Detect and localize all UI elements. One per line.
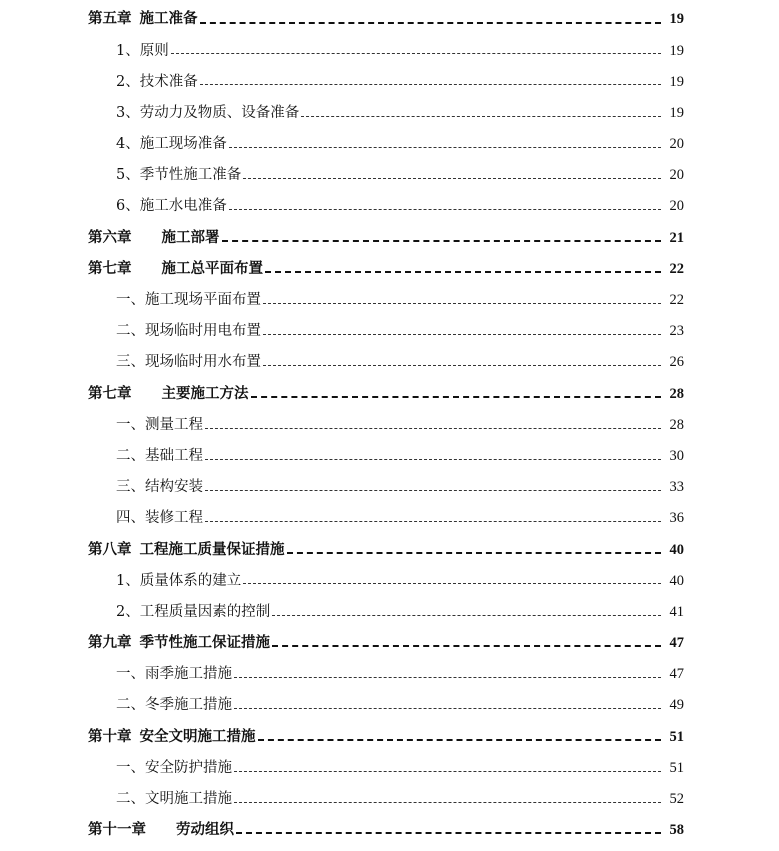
toc-section-entry[interactable] [0, 129, 779, 160]
toc-page-number: 51 [669, 728, 684, 745]
toc-entry-title: 季节性施工保证措施 [139, 635, 270, 652]
toc-dot-leader [265, 271, 661, 273]
toc-page-number: 51 [669, 759, 684, 776]
toc-entry-number: 二、 [116, 447, 145, 464]
toc-entry-number: 4、 [116, 136, 140, 153]
toc-section-entry[interactable] [0, 597, 779, 628]
toc-page-number: 40 [669, 572, 684, 589]
toc-dot-leader [234, 802, 661, 803]
toc-entry-title: 工程质量因素的控制 [139, 603, 271, 620]
toc-section-entry[interactable] [0, 690, 779, 721]
toc-entry-title: 基础工程 [145, 447, 203, 464]
toc-entry-number: 一、 [116, 292, 145, 309]
toc-page-number: 21 [669, 229, 684, 246]
toc-entry-title: 技术准备 [139, 73, 198, 90]
toc-entry-number: 第九章 [88, 635, 132, 652]
toc-dot-leader [236, 832, 661, 834]
toc-dot-leader [243, 583, 661, 584]
toc-chapter-entry[interactable] [0, 378, 779, 409]
toc-dot-leader [301, 116, 661, 117]
toc-entry-title: 工程施工质量保证措施 [139, 541, 285, 558]
toc-entry-number: 1、 [116, 572, 140, 589]
toc-entry-title: 雨季施工措施 [145, 666, 232, 683]
toc-section-entry[interactable] [0, 347, 779, 378]
toc-dot-leader [234, 771, 661, 772]
toc-entry-title: 现场临时用电布置 [145, 323, 261, 340]
toc-entry-number: 二、 [116, 791, 145, 808]
toc-entry-title: 文明施工措施 [145, 791, 232, 808]
toc-dot-leader [205, 459, 661, 460]
toc-page-number: 19 [669, 73, 684, 90]
toc-dot-leader [205, 521, 661, 522]
toc-dot-leader [205, 428, 661, 429]
toc-dot-leader [263, 303, 661, 304]
toc-dot-leader [200, 22, 662, 24]
toc-page-number: 30 [669, 447, 684, 464]
toc-section-entry[interactable] [0, 565, 779, 596]
toc-entry-number: 6、 [116, 198, 140, 215]
toc-dot-leader [200, 84, 661, 85]
toc-dot-leader [229, 147, 661, 148]
toc-entry-title: 测量工程 [145, 416, 203, 433]
toc-entry-title: 劳动力及物质、设备准备 [139, 104, 300, 121]
toc-dot-leader [272, 615, 661, 616]
toc-dot-leader [222, 240, 662, 242]
toc-entry-number: 三、 [116, 354, 145, 371]
toc-dot-leader [205, 490, 661, 491]
toc-page-number: 47 [669, 666, 684, 683]
toc-chapter-entry[interactable] [0, 534, 779, 565]
toc-page-number: 20 [669, 198, 684, 215]
toc-entry-number: 一、 [116, 666, 145, 683]
toc-entry-number: 第八章 [88, 541, 132, 558]
toc-entry-title: 现场临时用水布置 [145, 354, 261, 371]
toc-entry-title: 施工现场准备 [139, 136, 227, 153]
toc-entry-title: 劳动组织 [176, 822, 234, 839]
toc-section-entry[interactable] [0, 784, 779, 815]
toc-section-entry[interactable] [0, 35, 779, 66]
toc-entry-number: 一、 [116, 416, 145, 433]
toc-entry-title: 质量体系的建立 [139, 572, 242, 589]
toc-entry-number: 1、 [116, 42, 140, 59]
toc-entry-number: 第五章 [88, 11, 132, 28]
toc-dot-leader [229, 209, 661, 210]
toc-page-number: 26 [669, 354, 684, 371]
toc-section-entry[interactable] [0, 66, 779, 97]
toc-page-number: 23 [669, 323, 684, 340]
toc-section-entry[interactable] [0, 160, 779, 191]
toc-section-entry[interactable] [0, 316, 779, 347]
toc-page-number: 19 [669, 104, 684, 121]
toc-section-entry[interactable] [0, 409, 779, 440]
toc-entry-title: 安全文明施工措施 [139, 728, 256, 745]
toc-entry-number: 5、 [116, 167, 140, 184]
toc-entry-title: 主要施工方法 [161, 385, 249, 402]
toc-page-number: 19 [669, 11, 684, 28]
toc-entry-title: 结构安装 [145, 479, 203, 496]
toc-entry-number: 2、 [116, 73, 140, 90]
toc-dot-leader [243, 178, 661, 179]
toc-page-number: 22 [669, 260, 684, 277]
toc-entry-number: 2、 [116, 603, 140, 620]
toc-entry-title: 施工水电准备 [139, 198, 227, 215]
toc-entry-title: 施工现场平面布置 [145, 292, 261, 309]
toc-page-number: 20 [669, 167, 684, 184]
toc-chapter-entry[interactable] [0, 815, 779, 846]
toc-page-number: 49 [669, 697, 684, 714]
toc-section-entry[interactable] [0, 285, 779, 316]
toc-entry-title: 施工准备 [139, 11, 198, 28]
toc-entry-number: 一、 [116, 759, 145, 776]
toc-chapter-entry[interactable] [0, 628, 779, 659]
toc-entry-number: 二、 [116, 697, 145, 714]
toc-section-entry[interactable] [0, 441, 779, 472]
toc-page-number: 19 [669, 42, 684, 59]
toc-page-number: 28 [669, 385, 684, 402]
toc-entry-number: 第七章 [88, 385, 132, 402]
toc-page-number: 28 [669, 416, 684, 433]
toc-page-number: 41 [669, 603, 684, 620]
toc-entry-title: 施工部署 [161, 229, 220, 246]
toc-dot-leader [171, 53, 661, 54]
toc-entry-number: 3、 [116, 104, 140, 121]
table-of-contents [0, 4, 779, 846]
toc-entry-number: 第七章 [88, 260, 132, 277]
toc-dot-leader [234, 708, 661, 709]
toc-entry-title: 原则 [139, 42, 169, 59]
toc-chapter-entry[interactable] [0, 4, 779, 35]
toc-entry-number: 三、 [116, 479, 145, 496]
toc-section-entry[interactable] [0, 472, 779, 503]
toc-entry-number: 四、 [116, 510, 145, 527]
toc-entry-title: 冬季施工措施 [145, 697, 232, 714]
toc-section-entry[interactable] [0, 753, 779, 784]
toc-page-number: 58 [669, 822, 684, 839]
toc-entry-title: 安全防护措施 [145, 759, 232, 776]
toc-page-number: 52 [669, 791, 684, 808]
toc-page-number: 40 [669, 541, 684, 558]
toc-page-number: 33 [669, 479, 684, 496]
toc-section-entry[interactable] [0, 659, 779, 690]
toc-entry-title: 施工总平面布置 [161, 260, 263, 277]
toc-dot-leader [263, 334, 661, 335]
toc-page-number: 20 [669, 136, 684, 153]
toc-entry-number: 第十章 [88, 728, 132, 745]
toc-dot-leader [258, 739, 662, 741]
toc-page-number: 47 [669, 635, 684, 652]
toc-entry-title: 装修工程 [145, 510, 203, 527]
toc-section-entry[interactable] [0, 191, 779, 222]
toc-chapter-entry[interactable] [0, 254, 779, 285]
toc-dot-leader [263, 365, 661, 366]
toc-dot-leader [251, 396, 662, 398]
toc-entry-number: 第六章 [88, 229, 132, 246]
toc-page-number: 36 [669, 510, 684, 527]
toc-dot-leader [234, 677, 661, 678]
toc-chapter-entry[interactable] [0, 721, 779, 752]
toc-entry-title: 季节性施工准备 [139, 167, 242, 184]
toc-section-entry[interactable] [0, 98, 779, 129]
toc-dot-leader [287, 552, 662, 554]
toc-page-number: 22 [669, 292, 684, 309]
toc-entry-number: 第十一章 [88, 822, 146, 839]
toc-section-entry[interactable] [0, 503, 779, 534]
toc-chapter-entry[interactable] [0, 222, 779, 253]
toc-entry-number: 二、 [116, 323, 145, 340]
toc-dot-leader [272, 645, 661, 647]
